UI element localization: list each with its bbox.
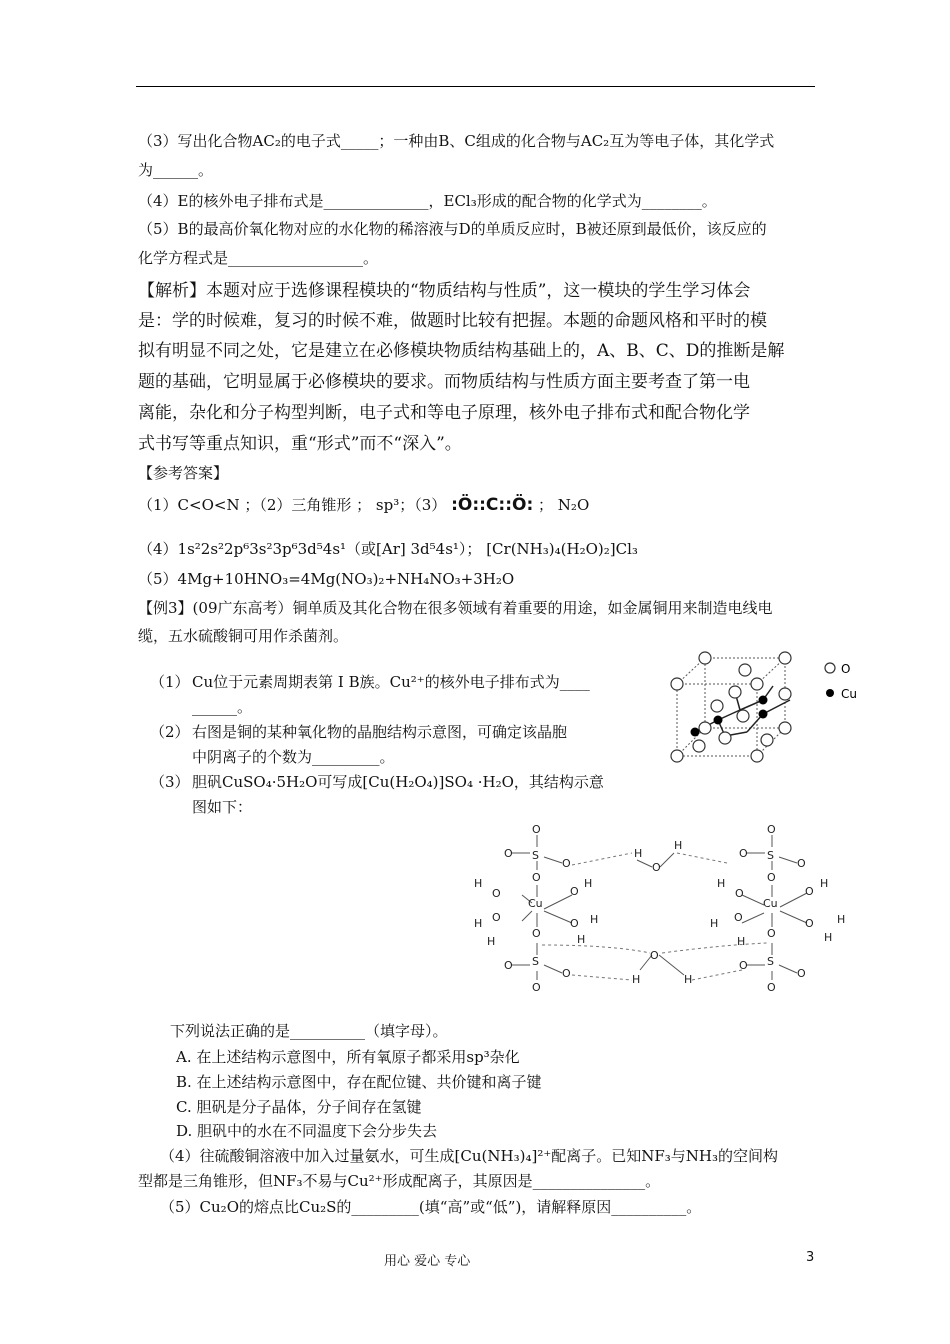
svg-text:H: H bbox=[737, 935, 746, 948]
svg-text:H: H bbox=[590, 913, 599, 926]
item-1-number: （1） bbox=[150, 673, 190, 691]
analysis-line-6: 式书写等重点知识，重“形式”而不“深入”。 bbox=[138, 434, 462, 454]
option-a: A. 在上述结构示意图中，所有氧原子都采用sp³杂化 bbox=[176, 1048, 520, 1066]
svg-text:H: H bbox=[684, 973, 693, 986]
svg-text:O: O bbox=[739, 847, 748, 860]
svg-text:O: O bbox=[734, 911, 743, 924]
svg-text:O: O bbox=[767, 871, 776, 884]
svg-text:H: H bbox=[577, 933, 586, 946]
answer-line-3: （5）4Mg+10HNO₃=4Mg(NO₃)₂+NH₄NO₃+3H₂O bbox=[138, 570, 515, 588]
crystal-cell-figure bbox=[655, 650, 870, 770]
analysis-line-3: 拟有明显不同之处，它是建立在必修模块物质结构基础上的，A、B、C、D的推断是解 bbox=[138, 341, 785, 361]
svg-text:O: O bbox=[504, 847, 513, 860]
svg-text:O: O bbox=[739, 959, 748, 972]
svg-text:H: H bbox=[710, 917, 719, 930]
svg-text:S: S bbox=[767, 849, 774, 862]
page-number: 3 bbox=[806, 1250, 815, 1265]
answer-1-tail: ； N₂O bbox=[538, 496, 590, 514]
svg-text:O: O bbox=[652, 861, 661, 874]
svg-text:O: O bbox=[570, 885, 579, 898]
option-c: C. 胆矾是分子晶体，分子间存在氢键 bbox=[176, 1098, 422, 1116]
svg-text:O: O bbox=[805, 917, 814, 930]
svg-text:O: O bbox=[532, 871, 541, 884]
svg-text:O: O bbox=[805, 885, 814, 898]
svg-text:H: H bbox=[632, 973, 641, 986]
option-d: D. 胆矾中的水在不同温度下会分步失去 bbox=[176, 1122, 438, 1140]
cuso4-structure-figure bbox=[462, 815, 882, 1000]
example-3-line-1: 【例3】(09广东高考）铜单质及其化合物在很多领域有着重要的用途，如金属铜用来制造电线电 bbox=[138, 599, 773, 617]
svg-text:O: O bbox=[532, 927, 541, 940]
legend-o-label: O bbox=[841, 662, 851, 676]
svg-text:O: O bbox=[562, 857, 571, 870]
example-3-line-2: 缆，五水硫酸铜可用作杀菌剂。 bbox=[138, 627, 349, 645]
svg-text:H: H bbox=[474, 877, 483, 890]
svg-text:O: O bbox=[767, 927, 776, 940]
analysis-line-5: 离能，杂化和分子构型判断，电子式和等电子原理，核外电子排布式和配合物化学 bbox=[138, 403, 750, 423]
answer-line-1 bbox=[138, 494, 589, 515]
svg-text:O: O bbox=[797, 967, 806, 980]
option-b: B. 在上述结构示意图中，存在配位键、共价键和离子键 bbox=[176, 1073, 542, 1091]
q4-example-line-2: 型都是三角锥形，但NF₃不易与Cu²⁺形成配离子，其原因是_______________。 bbox=[138, 1172, 661, 1190]
svg-text:O: O bbox=[767, 823, 776, 836]
svg-text:S: S bbox=[532, 955, 539, 968]
svg-text:H: H bbox=[674, 839, 683, 852]
item-1-line-2: ______。 bbox=[192, 698, 253, 716]
analysis-line-4: 题的基础，它明显属于必修模块的要求。而物质结构与性质方面主要考查了第一电 bbox=[138, 372, 750, 392]
svg-text:O: O bbox=[570, 917, 579, 930]
q3-line-1: （3）写出化合物AC₂的电子式_____；一种由B、C组成的化合物与AC₂互为等电子体，其化学式 bbox=[138, 132, 775, 150]
svg-text:S: S bbox=[767, 955, 774, 968]
svg-text:O: O bbox=[767, 981, 776, 994]
q3-line-2: 为______。 bbox=[138, 161, 214, 179]
multiple-choice-question: 下列说法正确的是__________（填字母）。 bbox=[170, 1022, 448, 1040]
lewis-structure: :Ö::C::Ö: bbox=[451, 495, 534, 515]
svg-text:O: O bbox=[797, 857, 806, 870]
svg-text:H: H bbox=[717, 877, 726, 890]
legend-cu-label: Cu bbox=[841, 687, 857, 701]
answer-title: 【参考答案】 bbox=[138, 464, 229, 482]
legend-o-marker bbox=[825, 663, 835, 673]
svg-text:Cu: Cu bbox=[763, 897, 778, 910]
q5-line-2: 化学方程式是__________________。 bbox=[138, 249, 379, 267]
svg-text:O: O bbox=[504, 959, 513, 972]
footer-motto: 用心 爱心 专心 bbox=[384, 1254, 471, 1269]
svg-text:H: H bbox=[837, 913, 846, 926]
q4-example-line-1: （4）往硫酸铜溶液中加入过量氨水，可生成[Cu(NH₃)₄]²⁺配离子。已知NF₃与NH₃的空间构 bbox=[160, 1147, 779, 1165]
svg-text:Cu: Cu bbox=[528, 897, 543, 910]
item-2-line-2: 中阴离子的个数为_________。 bbox=[192, 748, 395, 766]
item-2-line-1: 右图是铜的某种氧化物的晶胞结构示意图，可确定该晶胞 bbox=[192, 723, 568, 741]
analysis-line-1: 【解析】本题对应于选修课程模块的“物质结构与性质”，这一模块的学生学习体会 bbox=[138, 281, 751, 301]
q5-example-line: （5）Cu₂O的熔点比Cu₂S的_________(填“高”或“低”)，请解释原因__________。 bbox=[160, 1198, 702, 1216]
item-2-number: （2） bbox=[150, 723, 190, 741]
svg-text:H: H bbox=[820, 877, 829, 890]
svg-text:O: O bbox=[492, 911, 501, 924]
svg-text:H: H bbox=[474, 917, 483, 930]
item-3-number: （3） bbox=[150, 773, 190, 791]
svg-text:O: O bbox=[650, 949, 659, 962]
answer-1-text: （1）C<O<N ；（2）三角锥形 ； sp³；（3） bbox=[138, 496, 447, 514]
item-3-line-2: 图如下： bbox=[192, 798, 253, 816]
q4-line: （4）E的核外电子排布式是______________，ECl₃形成的配合物的化学式为________。 bbox=[138, 192, 717, 210]
svg-text:O: O bbox=[735, 887, 744, 900]
analysis-line-2: 是：学的时候难，复习的时候不难，做题时比较有把握。本题的命题风格和平时的模 bbox=[138, 311, 767, 331]
svg-text:H: H bbox=[634, 847, 643, 860]
q5-line-1: （5）B的最高价氧化物对应的水化物的稀溶液与D的单质反应时，B被还原到最低价，该反应的 bbox=[138, 220, 767, 238]
item-1-line-1: Cu位于元素周期表第 I B族。Cu²⁺的核外电子排布式为____ bbox=[192, 673, 590, 691]
svg-text:O: O bbox=[532, 823, 541, 836]
svg-text:H: H bbox=[487, 935, 496, 948]
legend-cu-marker bbox=[826, 689, 834, 697]
header-rule bbox=[136, 86, 815, 87]
answer-line-2: （4）1s²2s²2p⁶3s²3p⁶3d⁵4s¹（或[Ar] 3d⁵4s¹）； [Cr(NH₃)₄(H₂O)₂]Cl₃ bbox=[138, 540, 638, 558]
svg-text:H: H bbox=[824, 931, 833, 944]
svg-text:S: S bbox=[532, 849, 539, 862]
svg-text:O: O bbox=[562, 967, 571, 980]
svg-text:O: O bbox=[492, 887, 501, 900]
item-3-line-1: 胆矾CuSO₄·5H₂O可写成[Cu(H₂O₄)]SO₄ ·H₂O，其结构示意 bbox=[192, 773, 604, 791]
svg-text:H: H bbox=[584, 877, 593, 890]
svg-text:O: O bbox=[532, 981, 541, 994]
